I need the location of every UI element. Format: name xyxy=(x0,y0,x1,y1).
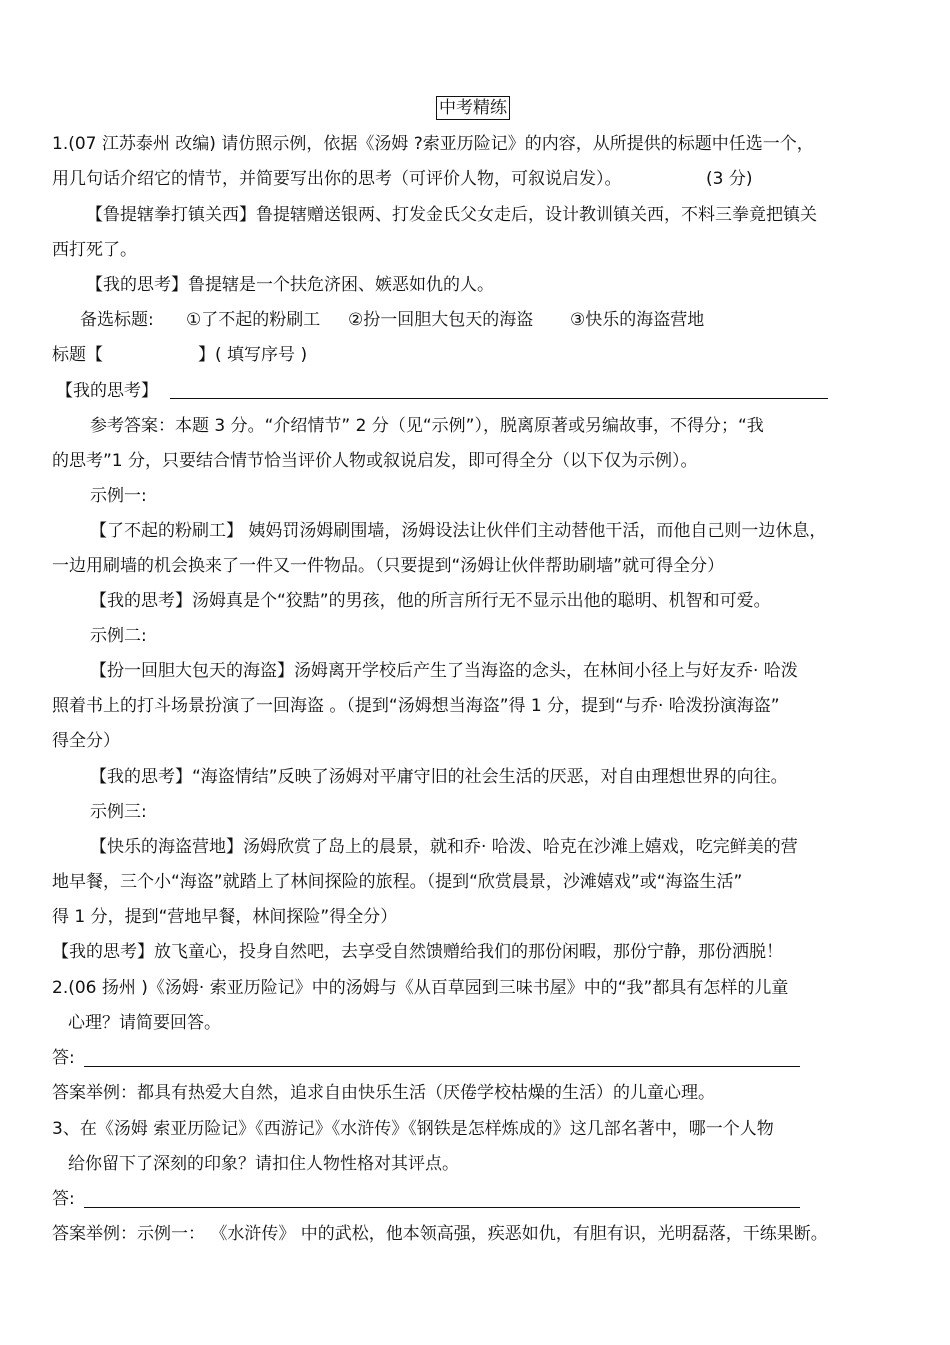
q3-answer-label: 答: xyxy=(52,1189,75,1209)
q2-answer-label: 答: xyxy=(52,1048,75,1068)
example1-a: 【了不起的粉刷工】 姨妈罚汤姆刷围墙，汤姆设法让伙伴们主动替他干活，而他自己则一边休息， xyxy=(90,521,827,541)
option-3: ③快乐的海盗营地 xyxy=(570,310,705,330)
example2-think: 【我的思考】“海盗情结”反映了汤姆对平庸守旧的社会生活的厌恶，对自由理想世界的向往。 xyxy=(90,767,788,787)
title-fill-hint: 】( 填写序号 ) xyxy=(198,345,308,365)
my-think-label: 【我的思考】 xyxy=(56,381,158,401)
option-1: ①了不起的粉刷工 xyxy=(186,310,321,330)
example1-label: 示例一: xyxy=(90,486,147,506)
q2-line2: 心理？请简要回答。 xyxy=(68,1013,221,1033)
q2-line1: 2.(06 扬州 )《汤姆· 索亚历险记》中的汤姆与《从百草园到三味书屋》中的“我”都具有怎样的儿童 xyxy=(52,978,789,998)
example3-b: 地早餐，三个小“海盗”就踏上了林间探险的旅程。（提到“欣赏晨景，沙滩嬉戏”或“海盗生活” xyxy=(52,872,743,892)
q3-answer-line xyxy=(84,1207,800,1208)
example-a: 【鲁提辖拳打镇关西】鲁提辖赠送银两、打发金氏父女走后，设计教训镇关西，不料三拳竟把镇关 xyxy=(86,205,817,225)
reference-a: 参考答案：本题 3 分。“介绍情节” 2 分（见“示例”），脱离原著或另编故事，不得分；“我 xyxy=(90,416,764,436)
example2-a: 【扮一回胆大包天的海盗】汤姆离开学校后产生了当海盗的念头，在林间小径上与好友乔· 哈泼 xyxy=(90,661,798,681)
q3-line2: 给你留下了深刻的印象？请扣住人物性格对其评点。 xyxy=(68,1154,459,1174)
example1-b: 一边用刷墙的机会换来了一件又一件物品。（只要提到“汤姆让伙伴帮助刷墙”就可得全分） xyxy=(52,556,725,576)
option-2: ②扮一回胆大包天的海盗 xyxy=(348,310,534,330)
q3-line1: 3、在《汤姆 索亚历险记》《西游记》《水浒传》《钢铁是怎样炼成的》这几部名著中，哪一个人物 xyxy=(52,1119,774,1139)
example2-b: 照着书上的打斗场景扮演了一回海盗 。（提到“汤姆想当海盗”得 1 分，提到“与乔· 哈泼扮演海盗” xyxy=(52,696,780,716)
section-title: 中考精练 xyxy=(436,96,510,120)
q2-answer-line xyxy=(84,1066,800,1067)
q3-answer-example: 答案举例：示例一： 《水浒传》 中的武松，他本领高强，疾恶如仇，有胆有识，光明磊落，干练果断。 xyxy=(52,1224,828,1244)
example-b: 西打死了。 xyxy=(52,240,137,260)
example3-c: 得 1 分，提到“营地早餐，林间探险”得全分） xyxy=(52,907,398,927)
example3-a: 【快乐的海盗营地】汤姆欣赏了岛上的晨景，就和乔· 哈泼、哈克在沙滩上嬉戏，吃完鲜美的营 xyxy=(90,837,798,857)
options-label: 备选标题: xyxy=(80,310,154,330)
reference-b: 的思考”1 分，只要结合情节恰当评价人物或叙说启发，即可得全分（以下仅为示例）。 xyxy=(52,451,698,471)
example2-c: 得全分） xyxy=(52,731,120,751)
example3-label: 示例三: xyxy=(90,802,147,822)
q1-line2: 用几句话介绍它的情节，并简要写出你的思考（可评价人物，可叙说启发）。 xyxy=(52,169,622,189)
example1-think: 【我的思考】汤姆真是个“狡黠”的男孩，他的所言所行无不显示出他的聪明、机智和可爱。 xyxy=(90,591,771,611)
q1-score: (3 分) xyxy=(706,169,753,189)
example2-label: 示例二: xyxy=(90,626,147,646)
q1-line1: 1.(07 江苏泰州 改编) 请仿照示例，依据《汤姆 ?索亚历险记》的内容，从所提供的标题中任选一个， xyxy=(52,134,814,154)
title-fill-label: 标题【 xyxy=(52,345,103,365)
example-think: 【我的思考】鲁提辖是一个扶危济困、嫉恶如仇的人。 xyxy=(86,275,494,295)
q2-answer-example: 答案举例：都具有热爱大自然，追求自由快乐生活（厌倦学校枯燥的生活）的儿童心理。 xyxy=(52,1083,715,1103)
my-think-answer-line xyxy=(170,398,828,399)
example3-think: 【我的思考】放飞童心，投身自然吧，去享受自然馈赠给我们的那份闲暇，那份宁静，那份洒脱！ xyxy=(52,942,783,962)
